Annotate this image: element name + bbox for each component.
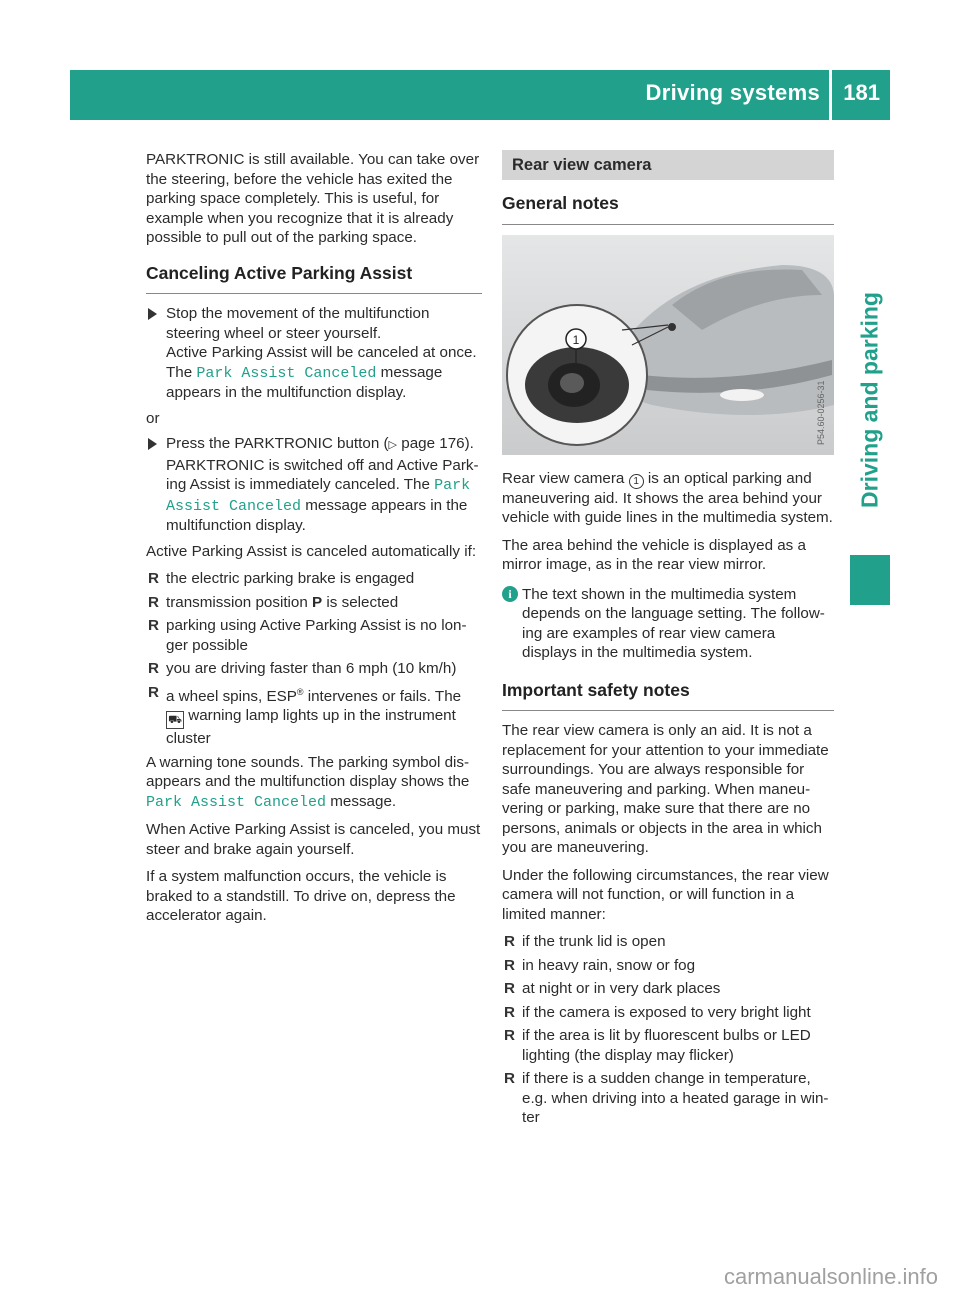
callout-1-icon: 1	[629, 474, 644, 489]
list-item: R if the trunk lid is open	[504, 933, 666, 950]
left-column	[146, 150, 482, 934]
list-item: R parking using Active Parking Assist is no longer possible	[148, 617, 467, 654]
list-item: R in heavy rain, snow or fog	[504, 956, 696, 974]
display-message: Park Assist Canceled	[196, 364, 377, 382]
list-item: R if the area is lit by fluorescent bulbs or LED lighting (the display may flicker)	[504, 1027, 811, 1064]
page-number: 181	[843, 80, 880, 105]
malfunction-text: If a system malfunction occurs, the vehicle is braked to a standstill. To drive on, depress the accelerator again.	[146, 868, 456, 925]
mirror-text: The area behind the vehicle is displayed as a mirror image, as in the rear view mirror.	[502, 536, 806, 573]
arrow-right-icon	[148, 308, 157, 320]
or-text: or	[146, 409, 160, 427]
step-stop-movement: Stop the movement of the multifunction steering wheel or steer yourself. Active Parking Assist will be canceled at once. The Park Assist Canceled message appears in the multifunction display.	[146, 304, 482, 403]
page-reference-link[interactable]: page 176).	[401, 435, 474, 452]
general-notes-heading: General notes	[502, 194, 834, 225]
bullet-icon: R	[504, 933, 515, 950]
header-divider	[829, 70, 832, 120]
list-item: R transmission position P is selected	[148, 593, 399, 611]
list-item: R the electric parking brake is engaged	[148, 570, 415, 587]
safety-heading: Important safety notes	[502, 681, 834, 712]
bullet-icon: R	[148, 660, 159, 677]
bullet-icon: R	[148, 593, 159, 611]
side-tab-label: Driving and parking	[856, 292, 883, 508]
warning-tone-text: A warning tone sounds. The parking symbol disappears and the multifunction display shows the Park Assist Canceled message.	[146, 753, 470, 811]
rear-camera-figure	[502, 235, 834, 455]
bullet-icon: R	[504, 956, 515, 974]
watermark: carmanualsonline.info	[723, 1264, 938, 1289]
bullet-icon: R	[148, 570, 159, 587]
list-item: R if the camera is exposed to very bright light	[504, 1003, 811, 1021]
canceling-heading: Canceling Active Parking Assist	[146, 264, 482, 295]
right-column	[502, 150, 834, 1132]
header-title: Driving systems	[645, 80, 820, 105]
car-rear-illustration	[502, 235, 834, 455]
bullet-icon: R	[148, 683, 159, 701]
display-message: Park Assist Canceled	[166, 477, 471, 515]
step-press-button: Press the PARKTRONIC button (▷ page 176). PARKTRONIC is switched off and Active Parking Assist is immediately canceled. The Park Assist Canceled message appears in the multifunction display.	[146, 434, 482, 536]
section-title: Rear view camera	[502, 150, 834, 180]
bullet-icon: R	[504, 1070, 515, 1087]
header-bar	[70, 70, 890, 120]
bullet-icon: R	[148, 617, 159, 634]
canceled-text: When Active Parking Assist is canceled, you must steer and brake again yourself.	[146, 821, 481, 858]
safety-text: The rear view camera is only an aid. It is not a replacement for your attention to your immediate surroundings. You are always responsible for safe maneuvering and parking. When maneuvering or parking, make sure that there are no persons, animals or objects in the area in which you are maneuvering.	[502, 722, 829, 856]
list-item: R at night or in very dark places	[504, 980, 721, 997]
list-item: R a wheel spins, ESP® intervenes or fails. The ⛟ warning lamp lights up in the instrument cluster	[148, 683, 462, 748]
info-note: i The text shown in the multimedia system depends on the language setting. The following are examples of rear view camera displays in the multimedia system.	[502, 585, 834, 663]
page-ref-arrow-icon: ▷	[388, 439, 398, 451]
figure-code: P54.60-0256-31	[816, 379, 826, 445]
bullet-icon: R	[504, 1027, 515, 1044]
camera-description: Rear view camera 1 is an optical parking and maneuvering aid. It shows the area behind your vehicle with guide lines in the multimedia system.	[502, 469, 833, 526]
auto-cancel-text: Active Parking Assist is canceled automatically if:	[146, 542, 477, 560]
display-message: Park Assist Canceled	[146, 793, 327, 811]
list-item: R if there is a sudden change in temperature, e.g. when driving into a heated garage in winter	[504, 1070, 829, 1126]
arrow-right-icon	[148, 438, 157, 450]
bullet-icon: R	[504, 980, 515, 997]
circumstances-text: Under the following circumstances, the rear view camera will not function, or will function in a limited manner:	[502, 866, 829, 923]
skid-warning-icon: ⛟	[166, 711, 184, 729]
side-tab-marker	[850, 555, 890, 605]
info-icon: i	[502, 586, 518, 602]
list-item: R you are driving faster than 6 mph (10 km/h)	[148, 660, 457, 677]
figure-callout: 1	[572, 332, 580, 347]
intro-paragraph: PARKTRONIC is still available. You can take over the steering, before the vehicle has exited the parking space completely. This is useful, for example when you recognize that it is already possible to pull out of the parking space.	[146, 151, 480, 246]
bullet-icon: R	[504, 1003, 515, 1021]
